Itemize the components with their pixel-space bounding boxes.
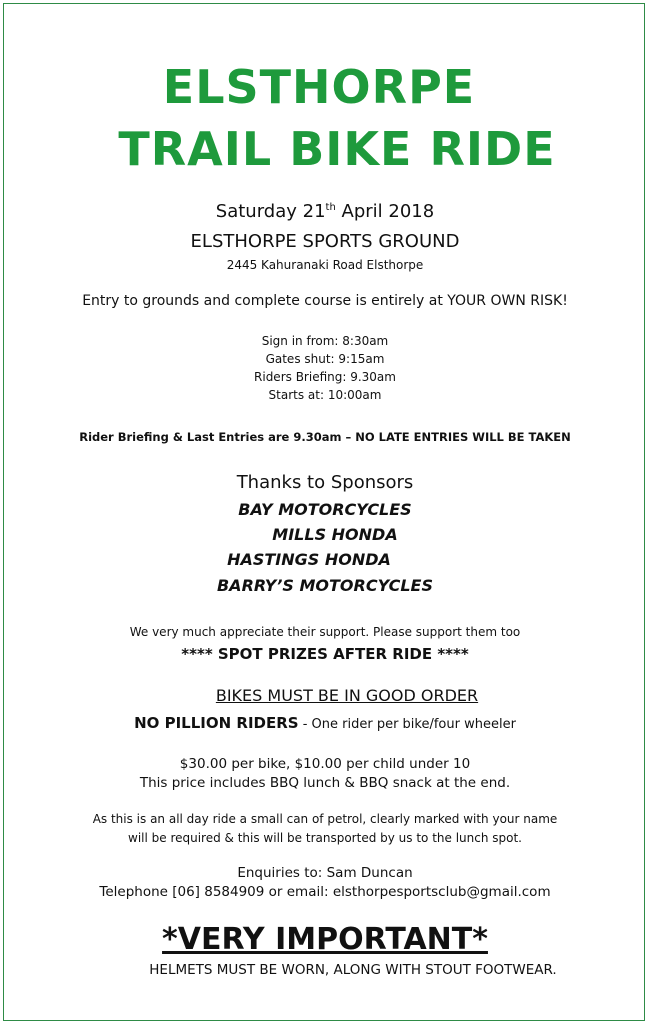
sponsor-barrys-motorcycles: BARRY’S MOTORCYCLES [216, 576, 433, 595]
schedule-briefing: Riders Briefing: 9.30am [254, 370, 396, 384]
schedule-gates-shut: Gates shut: 9:15am [265, 352, 385, 366]
date-month-year: April 2018 [335, 201, 435, 222]
schedule-start: Starts at: 10:00am [268, 388, 382, 402]
sponsor-bay-motorcycles: BAY MOTORCYCLES [238, 500, 412, 519]
spot-prizes: **** SPOT PRIZES AFTER RIDE **** [181, 645, 469, 663]
petrol-line-2: will be required & this will be transported by us to the lunch spot. [128, 831, 522, 845]
sponsor-mills-honda: MILLS HONDA [272, 525, 398, 544]
late-entries-notice: Rider Briefing & Last Entries are 9.30am – NO LATE ENTRIES WILL BE TAKEN [79, 430, 571, 444]
date-day: Saturday 21 [215, 201, 326, 222]
price-line-1: $30.00 per bike, $10.00 per child under 10 [179, 756, 471, 772]
schedule-sign-in: Sign in from: 8:30am [261, 334, 389, 348]
no-pillion-riders [0, 713, 650, 732]
title-line-2: TRAIL BIKE RIDE [118, 122, 556, 176]
event-date [0, 201, 650, 222]
date-ordinal: th [325, 202, 336, 213]
sponsor-appreciation: We very much appreciate their support. Please support them too [129, 625, 521, 639]
bikes-good-order: BIKES MUST BE IN GOOD ORDER [215, 686, 479, 705]
no-pillion-detail: - One rider per bike/four wheeler [298, 717, 516, 732]
petrol-line-1: As this is an all day ride a small can of petrol, clearly marked with your name [92, 812, 558, 826]
enquiries: Enquiries to: Sam Duncan [237, 865, 413, 881]
risk-notice: Entry to grounds and complete course is entirely at YOUR OWN RISK! [82, 293, 568, 309]
price-line-2: This price includes BBQ lunch & BBQ snack at the end. [139, 775, 511, 791]
sponsor-hastings-honda: HASTINGS HONDA [227, 550, 391, 569]
event-address: 2445 Kahuranaki Road Elsthorpe [226, 258, 424, 272]
title-line-1: ELSTHORPE [162, 60, 476, 114]
very-important-heading: *VERY IMPORTANT* [162, 922, 488, 957]
telephone-email: Telephone [06] 8584909 or email: elsthorpesportsclub@gmail.com [99, 884, 551, 900]
event-venue: ELSTHORPE SPORTS GROUND [190, 231, 460, 252]
no-pillion-label: NO PILLION RIDERS [134, 714, 299, 732]
helmets-notice: HELMETS MUST BE WORN, ALONG WITH STOUT FOOTWEAR. [149, 962, 557, 978]
sponsors-heading: Thanks to Sponsors [236, 472, 414, 493]
